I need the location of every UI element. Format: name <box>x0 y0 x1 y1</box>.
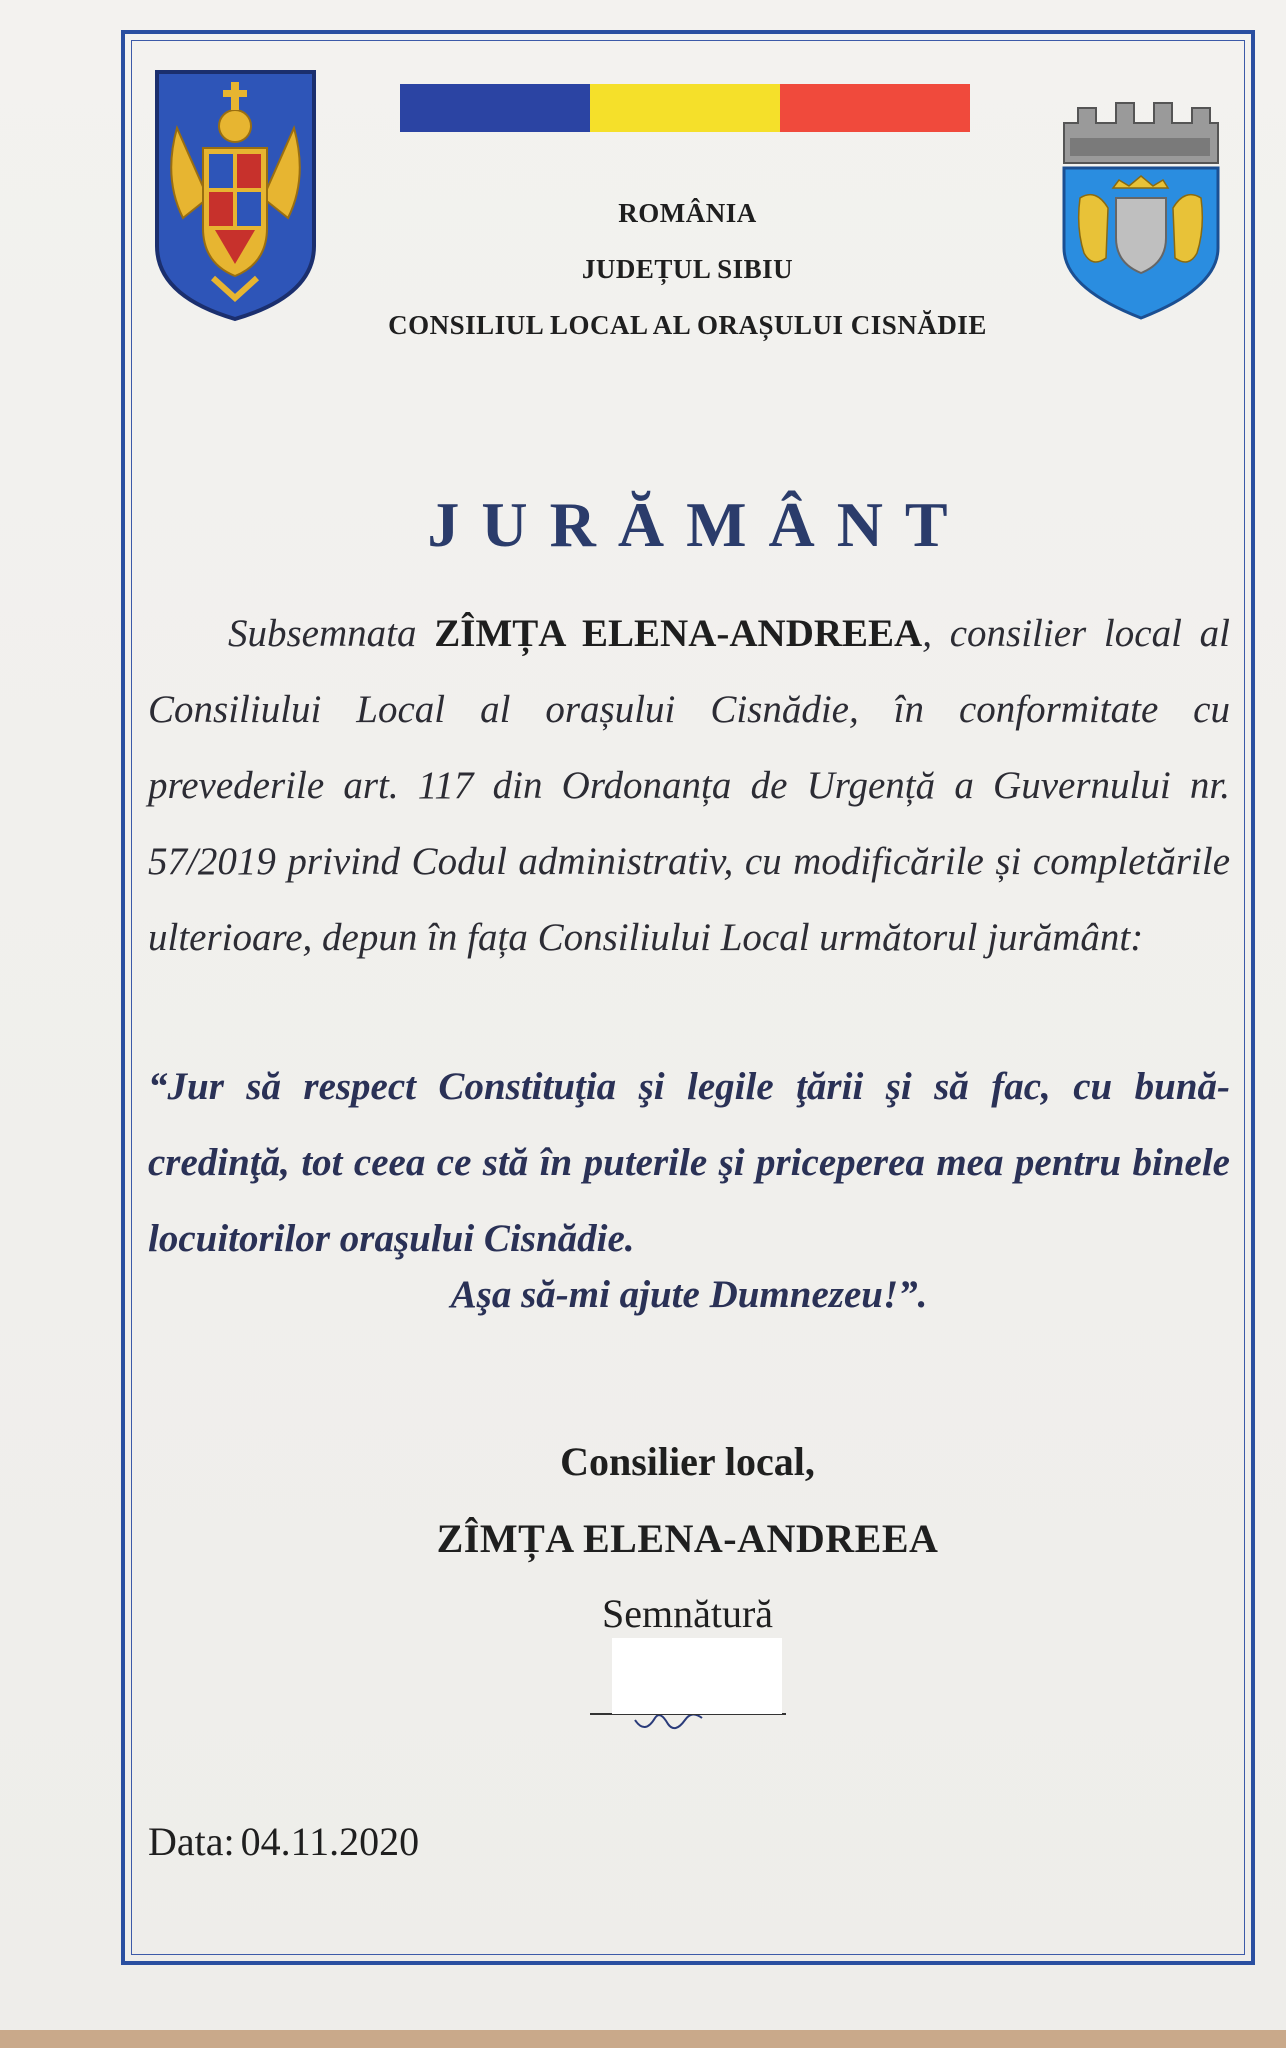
tricolor-blue <box>400 84 590 132</box>
document-title: JURĂMÂNT <box>427 489 970 560</box>
intro-text: , consilier local al Consiliului Local al orașului Cisnădie, în conformitate cu prevederile art. 117 din Ordonanța de Urgență a Guvernului nr. 57/2019 privind Codul administrativ, cu modificările și completările ulterioare, depun în fața Consiliului Local următorul jurământ: <box>148 612 1230 959</box>
romania-coat-of-arms-icon <box>153 68 318 323</box>
intro-prefix: Subsemnata <box>228 612 417 655</box>
cisnadie-coat-of-arms-icon <box>1058 68 1223 323</box>
date-label: Data: <box>148 1819 235 1864</box>
header-council: CONSILIUL LOCAL AL ORAȘULUI CISNĂDIE <box>388 310 987 340</box>
header-country: ROMÂNIA <box>618 198 757 228</box>
signature-redaction <box>612 1638 782 1714</box>
header-county: JUDEȚUL SIBIU <box>581 254 794 284</box>
date-value: 04.11.2020 <box>240 1819 420 1864</box>
document-date <box>148 1818 419 1865</box>
signatory-role: Consilier local, <box>560 1439 815 1484</box>
signature-label: Semnătură <box>601 1591 774 1636</box>
romanian-tricolor <box>400 84 970 132</box>
oath-intro-paragraph <box>148 596 1230 976</box>
table-edge <box>0 2030 1286 2048</box>
councillor-name: ZÎMȚA ELENA-ANDREEA <box>434 612 923 655</box>
signatory-name: ZÎMȚA ELENA-ANDREEA <box>436 1516 939 1561</box>
oath-closing: Aşa să-mi ajute Dumnezeu!”. <box>450 1273 928 1316</box>
oath-text: “Jur să respect Constituţia şi legile ţării şi să fac, cu bună-credinţă, tot ceea ce stă în puterile şi priceperea mea pentru binele locuitorilor oraşului Cisnădie. <box>148 1065 1230 1260</box>
tricolor-yellow <box>590 84 780 132</box>
tricolor-red <box>780 84 970 132</box>
